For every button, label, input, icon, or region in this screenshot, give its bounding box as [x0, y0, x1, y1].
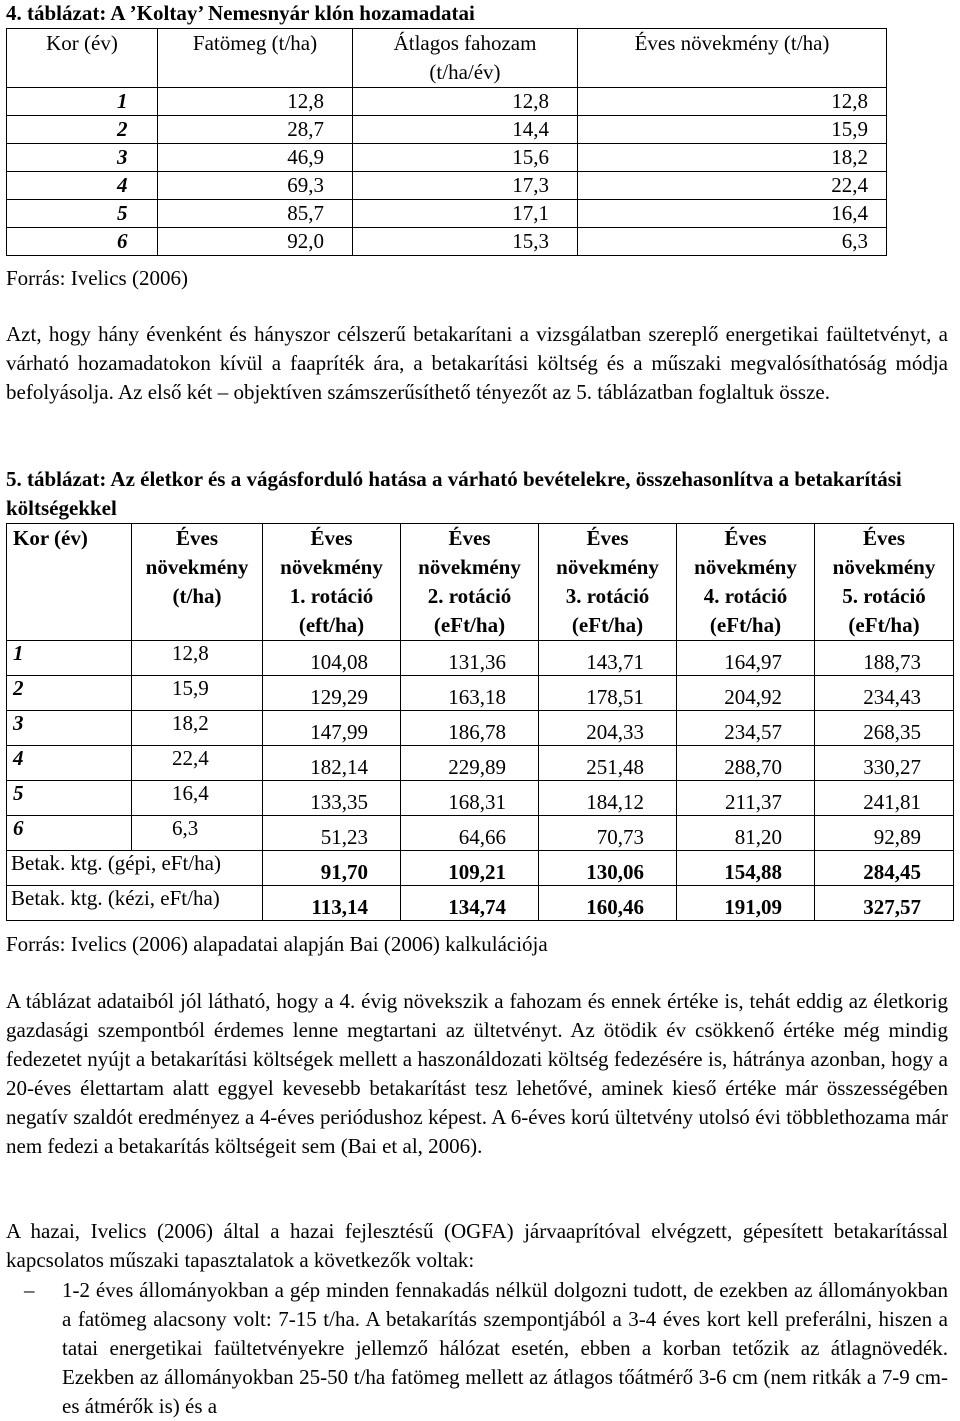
table4-cell: 17,3 [353, 172, 578, 200]
table5-cell: 70,73 [539, 816, 677, 851]
header-line: (eFt/ha) [571, 613, 644, 637]
table4-cell: 28,7 [158, 116, 353, 144]
table4-cell: 17,1 [353, 200, 578, 228]
header-line: Éves [310, 526, 353, 550]
table4-cell: 46,9 [158, 144, 353, 172]
header-line: növekmény [418, 555, 521, 579]
header-line: 3. rotáció [565, 584, 650, 608]
table5-cell: 164,97 [677, 641, 815, 676]
table5-cell-age: 5 [7, 781, 132, 816]
table4-cell: 6,3 [578, 228, 887, 256]
bullet-item-1: 1-2 éves állományokban a gép minden fennakadás nélkül dolgozni tudott, de ezekben az állományokban a fatömeg alacsony volt: 7-15 t/ha. A betakarítás szempontjából a 3-4 éves kort kell preferálni, hiszen a tatai energetikai faültetvényekre jellemző hálózat esetén, ebben a korban tetőzik az átlagnövedék. Ezekben az állományokban 25-50 t/ha fatömeg mellett az átlagos tőátmérő 3-6 cm (nem ritkák a 7-9 cm-es átmérők is) és a [62, 1278, 948, 1418]
table4-cell: 12,8 [353, 88, 578, 116]
table5-cell: 104,08 [263, 641, 401, 676]
table5-cell: 92,89 [815, 816, 954, 851]
table5-cell: 51,23 [263, 816, 401, 851]
table5-cell: 204,92 [677, 676, 815, 711]
table5-cell: 234,57 [677, 711, 815, 746]
table-row [7, 200, 887, 228]
table4-header: Fatömeg (t/ha) [158, 29, 353, 88]
table5-cell: 64,66 [401, 816, 539, 851]
header-line: növekmény [832, 555, 936, 579]
table5-cell: 131,36 [401, 641, 539, 676]
table5-cell: 15,9 [132, 676, 263, 711]
table4-cell: 18,2 [578, 144, 887, 172]
table4-header: Éves növekmény (t/ha) [578, 29, 887, 88]
table5-source: Forrás: Ivelics (2006) alapadatai alapján Bai (2006) kalkulációja [6, 932, 548, 956]
table5-cell: 186,78 [401, 711, 539, 746]
table5-cell-age: 3 [7, 711, 132, 746]
table5-cell: 241,81 [815, 781, 954, 816]
table4-cell: 85,7 [158, 200, 353, 228]
table5-cell: 113,14 [263, 886, 401, 921]
header-line: (eFt/ha) [709, 613, 782, 637]
table5-cell: 147,99 [263, 711, 401, 746]
header-line: 2. rotáció [427, 584, 512, 608]
table5-cell: 133,35 [263, 781, 401, 816]
table5-cell: 188,73 [815, 641, 954, 676]
header-line: növekmény [280, 555, 383, 579]
table-row [7, 116, 887, 144]
table5-cell: 109,21 [401, 851, 539, 886]
table4-cell-age: 1 [7, 88, 158, 116]
table4-caption: 4. táblázat: A ’Koltay’ Nemesnyár klón hozamadatai [6, 1, 475, 25]
table5-cell: 182,14 [263, 746, 401, 781]
table4-cell: 16,4 [578, 200, 887, 228]
table5-header-row [7, 524, 954, 641]
table4-cell-age: 5 [7, 200, 158, 228]
header-line: 1. rotáció [289, 584, 374, 608]
table5-cell: 184,12 [539, 781, 677, 816]
table5-cell: 22,4 [132, 746, 263, 781]
table-row [7, 144, 887, 172]
table-row [7, 172, 887, 200]
table4-cell-age: 2 [7, 116, 158, 144]
table5-cell: 130,06 [539, 851, 677, 886]
table4-cell: 15,3 [353, 228, 578, 256]
table5-cell: 18,2 [132, 711, 263, 746]
table5-cell: 251,48 [539, 746, 677, 781]
table5-cell: 178,51 [539, 676, 677, 711]
table-row [7, 781, 954, 816]
header-line: növekmény [694, 555, 797, 579]
table-row [7, 711, 954, 746]
paragraph-2: A táblázat adataiból jól látható, hogy a 4. évig növekszik a fahozam és ennek értéke is, tehát eddig az életkorig gazdasági szempontból érdemes lenne megtartani az ültetvényt. Az ötödik év csökkenő értéke még mindig fedezetet nyújt a betakarítási költségek mellett a haszonáldozati költség fedezésére is, hátránya azonban, hogy a 20-éves élettartam alatt eggyel kevesebb betakarítást tesz lehetővé, aminek kieső értéke már összességében negatív szaldót eredményez a 4-éves periódushoz képest. A 6-éves korú ültetvény utolsó évi többlethozama már nem fedezi a betakarítás költségeit sem (Bai et al, 2006). [6, 989, 948, 1158]
table4-header-line: (t/ha/év) [429, 60, 501, 84]
table5-header [401, 524, 539, 641]
table5-header [815, 524, 954, 641]
header-line: növekmény [145, 555, 249, 579]
table-row [7, 641, 954, 676]
paragraph-3: A hazai, Ivelics (2006) által a hazai fejlesztésű (OGFA) járvaaprítóval elvégzett, gépesített betakarítással kapcsolatos műszaki tapasztalatok a következők voltak: [6, 1219, 948, 1272]
table5 [6, 523, 954, 921]
table5-cost-label: Betak. ktg. (gépi, eFt/ha) [7, 851, 263, 886]
header-line: 5. rotáció [842, 584, 926, 608]
table4-cell: 15,9 [578, 116, 887, 144]
header-line: (eft/ha) [298, 613, 365, 637]
table5-cell-age: 4 [7, 746, 132, 781]
table5-cell: 129,29 [263, 676, 401, 711]
table4 [6, 28, 887, 256]
table5-caption: 5. táblázat: Az életkor és a vágásforduló hatása a várható bevételekre, összehasonlítva a betakarítási költségekkel [6, 467, 902, 520]
table5-cell: 6,3 [132, 816, 263, 851]
header-line: (t/ha) [172, 584, 222, 608]
table5-header [132, 524, 263, 641]
table4-cell: 92,0 [158, 228, 353, 256]
table4-cell-age: 3 [7, 144, 158, 172]
header-line: 4. rotáció [703, 584, 788, 608]
table5-cell: 91,70 [263, 851, 401, 886]
table5-cell-age: 6 [7, 816, 132, 851]
paragraph-1: Azt, hogy hány évenként és hányszor célszerű betakarítani a vizsgálatban szereplő energetikai faültetvényt, a várható hozamadatokon kívül a faapríték ára, a betakarítási költség és a műszaki megvalósíthatóság módja befolyásolja. Az első két – objektíven számszerűsíthető tényezőt az 5. táblázatban foglaltuk össze. [6, 322, 948, 404]
table5-cell: 268,35 [815, 711, 954, 746]
table5-cell: 163,18 [401, 676, 539, 711]
table4-header: Kor (év) [7, 29, 158, 88]
table5-cell: 143,71 [539, 641, 677, 676]
bullet-dash: – [24, 1278, 35, 1302]
table4-cell-age: 6 [7, 228, 158, 256]
table4-cell: 69,3 [158, 172, 353, 200]
table4-cell: 22,4 [578, 172, 887, 200]
header-line: Éves [586, 526, 629, 550]
table-row [7, 88, 887, 116]
header-line: növekmény [556, 555, 659, 579]
table5-cell: 234,43 [815, 676, 954, 711]
table5-header [263, 524, 401, 641]
table-row [7, 228, 887, 256]
table5-header-kor: Kor (év) [7, 524, 132, 641]
table-row-cost [7, 886, 954, 921]
header-line: (eFt/ha) [848, 613, 920, 637]
table5-cell: 327,57 [815, 886, 954, 921]
table4-header [353, 29, 578, 88]
table4-cell-age: 4 [7, 172, 158, 200]
table5-cell: 288,70 [677, 746, 815, 781]
table-row [7, 816, 954, 851]
header-line: Éves [448, 526, 491, 550]
table5-cell: 134,74 [401, 886, 539, 921]
table5-cell-age: 1 [7, 641, 132, 676]
table-row [7, 676, 954, 711]
table5-cell: 168,31 [401, 781, 539, 816]
table4-source: Forrás: Ivelics (2006) [6, 266, 188, 290]
table-row-cost [7, 851, 954, 886]
table5-cell: 211,37 [677, 781, 815, 816]
table5-cell: 81,20 [677, 816, 815, 851]
table5-cell: 16,4 [132, 781, 263, 816]
table5-cost-label: Betak. ktg. (kézi, eFt/ha) [7, 886, 263, 921]
table5-cell: 229,89 [401, 746, 539, 781]
table4-cell: 14,4 [353, 116, 578, 144]
table5-header [677, 524, 815, 641]
table5-header [539, 524, 677, 641]
header-line: Éves [863, 526, 905, 550]
table5-cell: 160,46 [539, 886, 677, 921]
table4-header-line: Átlagos fahozam [393, 31, 537, 55]
table-row [7, 746, 954, 781]
table4-cell: 12,8 [158, 88, 353, 116]
table5-cell: 284,45 [815, 851, 954, 886]
table4-header-row [7, 29, 887, 88]
table4-cell: 15,6 [353, 144, 578, 172]
table5-cell: 191,09 [677, 886, 815, 921]
table5-cell-age: 2 [7, 676, 132, 711]
header-line: Éves [724, 526, 767, 550]
table5-cell: 12,8 [132, 641, 263, 676]
header-line: (eFt/ha) [433, 613, 506, 637]
table5-cell: 204,33 [539, 711, 677, 746]
header-line: Éves [176, 526, 218, 550]
table5-cell: 330,27 [815, 746, 954, 781]
table4-cell: 12,8 [578, 88, 887, 116]
table5-cell: 154,88 [677, 851, 815, 886]
